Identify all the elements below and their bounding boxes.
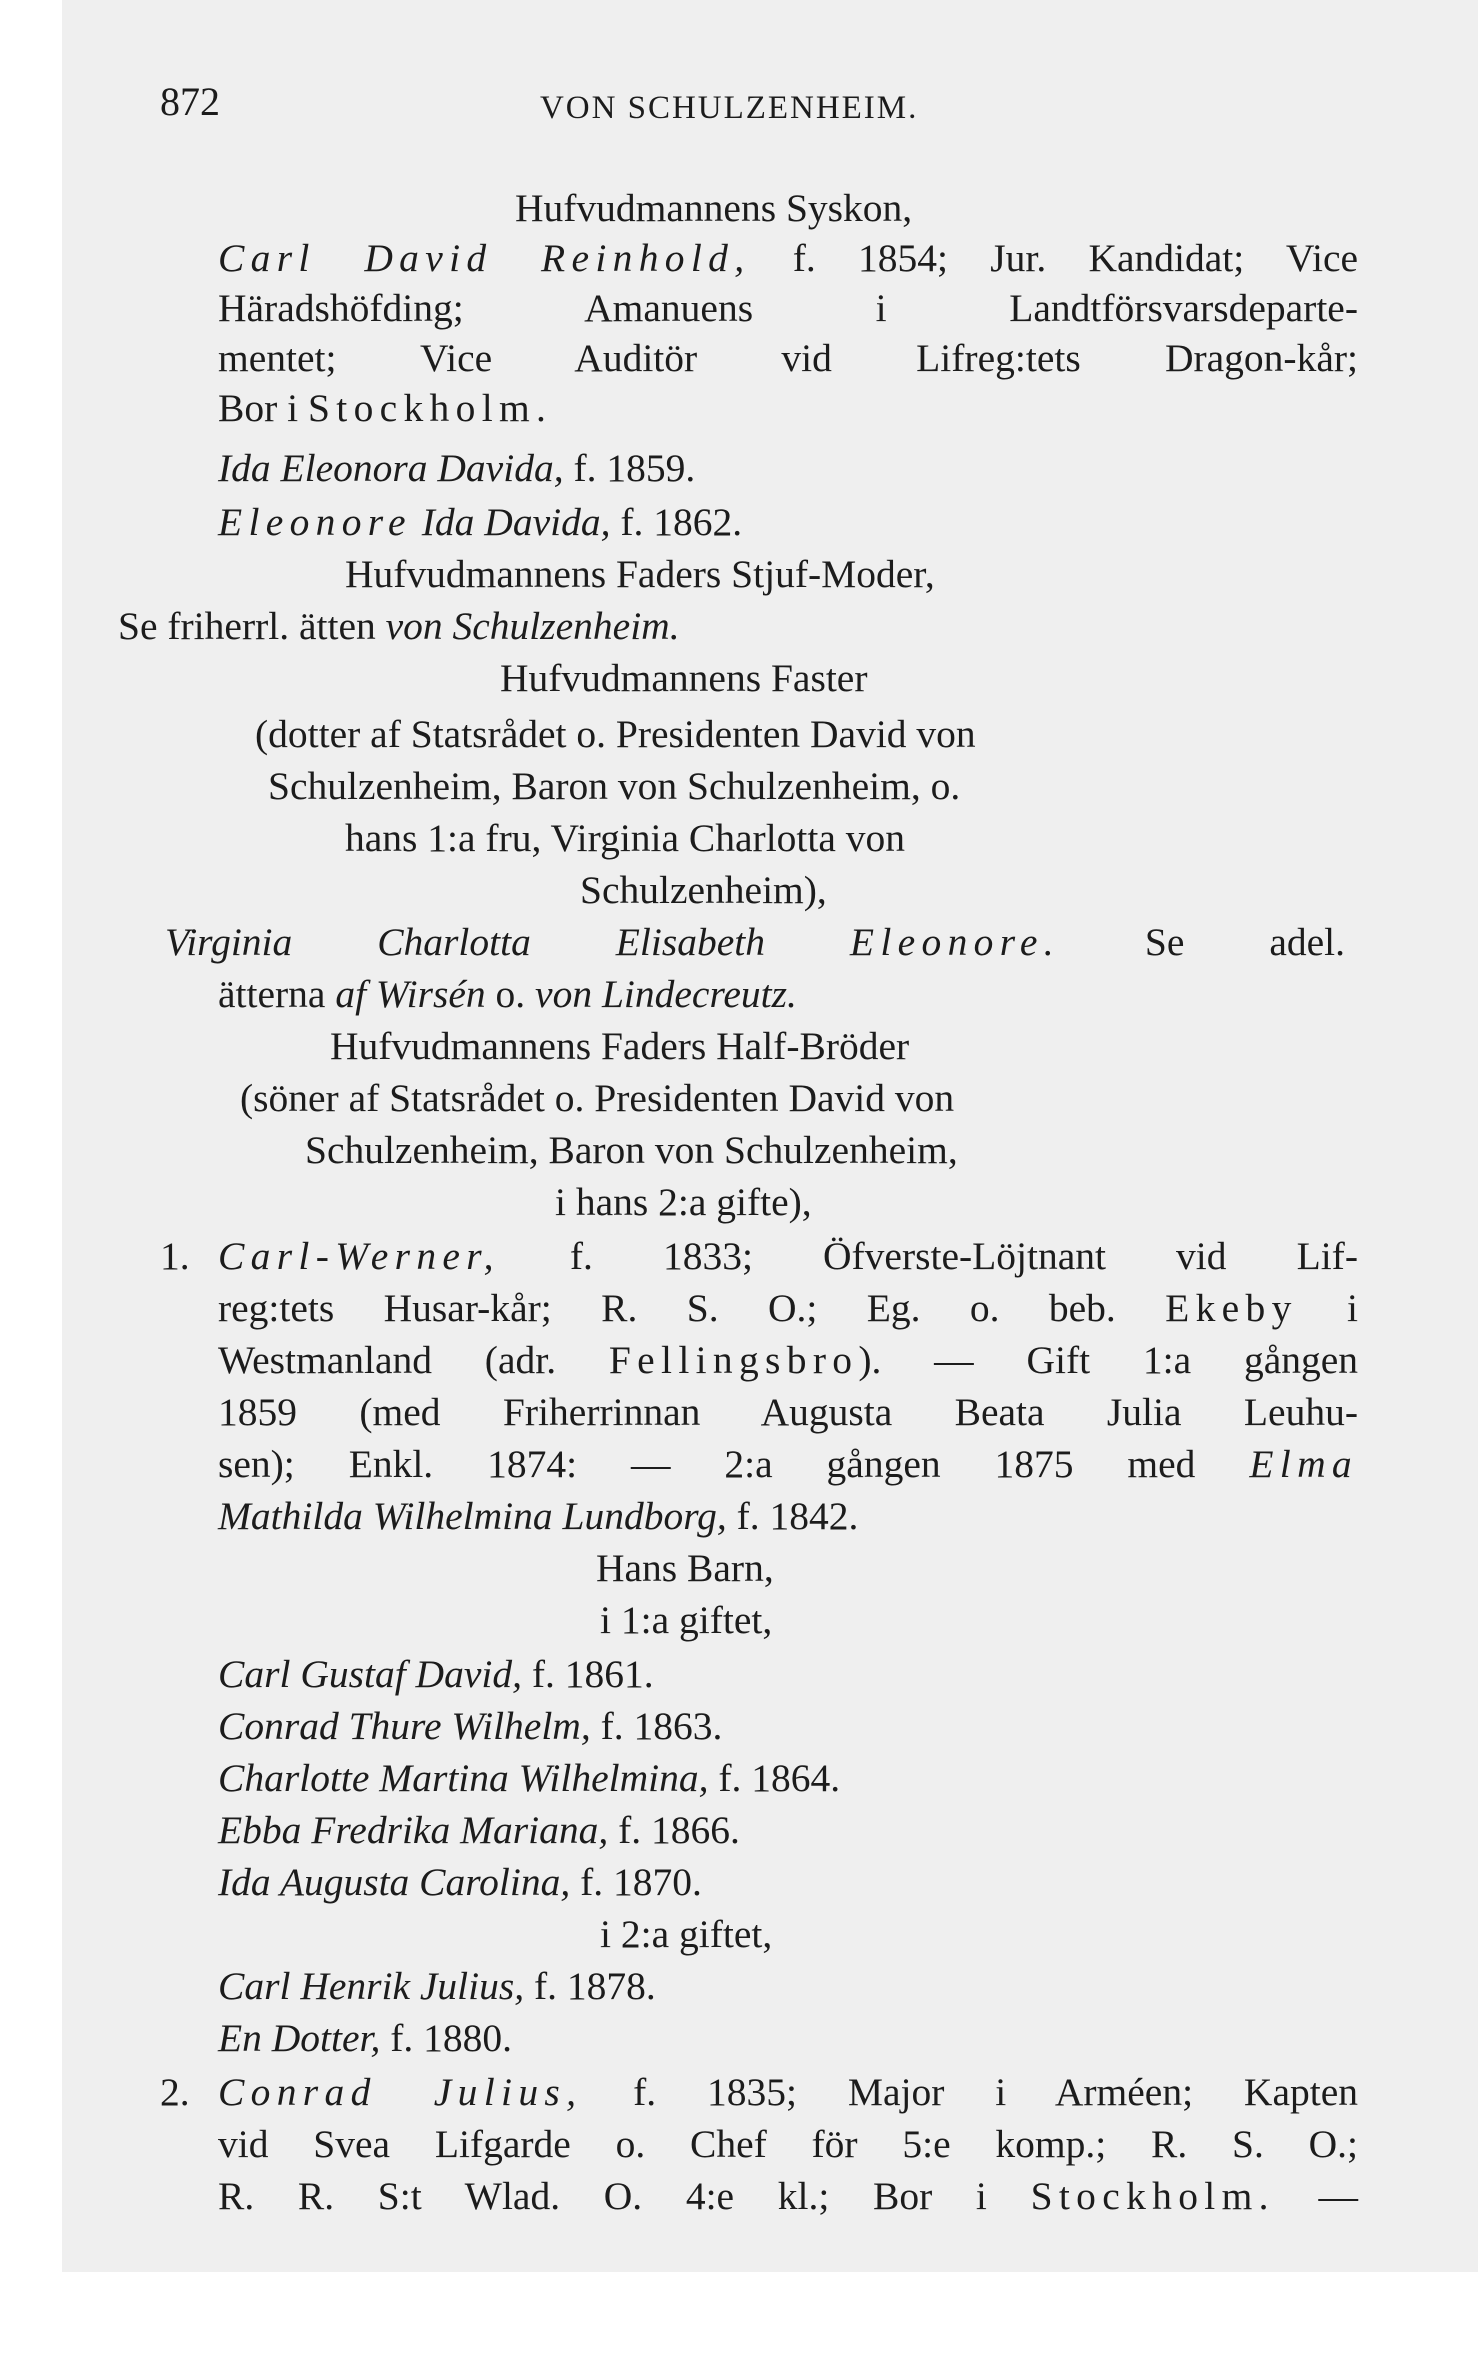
- text-span: Westmanland (adr.: [218, 1338, 609, 1382]
- text-line: Schulzenheim),: [580, 868, 827, 912]
- text-span: f. 1870.: [570, 1860, 702, 1904]
- text-line: hans 1:a fru, Virginia Charlotta von: [345, 816, 906, 860]
- text-span: f. 1861.: [521, 1652, 654, 1696]
- person-name: En Dotter,: [218, 2016, 381, 2060]
- text-span: f. 1863.: [590, 1704, 723, 1748]
- family-name: von Schulzenheim.: [385, 604, 680, 648]
- text-line: vid Svea Lifgarde o. Chef för 5:e komp.; R. S. O.;: [218, 2122, 1358, 2166]
- person-name: Ida Eleonora Davida,: [218, 446, 564, 490]
- text-line: [218, 444, 695, 492]
- person-name: Carl Henrik Julius,: [218, 1964, 525, 2008]
- person-name: Conrad Julius,: [218, 2070, 583, 2114]
- person-name: Conrad Thure Wilhelm,: [218, 1704, 591, 1748]
- text-line: Häradshöfding; Amanuens i Landtförsvarsdeparte-: [218, 286, 1358, 330]
- text-span: f. 1835; Major i Arméen; Kapten: [582, 2070, 1358, 2114]
- text-span: i: [1297, 1286, 1358, 1330]
- text-line: [218, 1754, 840, 1802]
- text-line: [218, 1858, 702, 1906]
- list-number: 1.: [160, 1234, 190, 1278]
- person-name: Eleonore.: [849, 920, 1060, 964]
- text-line: Schulzenheim, Baron von Schulzenheim,: [305, 1128, 958, 1172]
- person-name: Mathilda Wilhelmina Lundborg,: [218, 1494, 727, 1538]
- text-line: [218, 234, 1358, 282]
- text-line: i 1:a giftet,: [600, 1598, 773, 1642]
- text-line: [218, 498, 742, 546]
- text-line: [218, 2068, 1358, 2116]
- place-name: Ekeby: [1165, 1286, 1298, 1330]
- person-name: Eleonore: [218, 500, 412, 544]
- text-span: o.: [485, 972, 536, 1016]
- text-span: ätterna: [218, 972, 336, 1016]
- text-line: [218, 1650, 654, 1698]
- text-line: [218, 1284, 1358, 1332]
- text-line: Schulzenheim, Baron von Schulzenheim, o.: [268, 764, 961, 808]
- running-head: VON SCHULZENHEIM.: [540, 90, 919, 126]
- text-line: (söner af Statsrådet o. Presidenten David von: [240, 1076, 955, 1120]
- list-number: 2.: [160, 2070, 190, 2114]
- text-line: Hans Barn,: [596, 1546, 774, 1590]
- text-line: [165, 918, 1345, 966]
- person-name: Elma: [1249, 1442, 1358, 1486]
- text-line: [218, 2014, 512, 2062]
- place-name: Fellingsbro: [608, 1338, 859, 1382]
- text-span: f. 1862.: [610, 500, 743, 544]
- text-span: R. R. S:t Wlad. O. 4:e kl.; Bor i: [218, 2174, 1031, 2218]
- place-name: Stockholm.: [307, 386, 553, 430]
- person-name: Carl David Reinhold,: [218, 236, 751, 280]
- text-line: Hufvudmannens Syskon,: [515, 186, 913, 230]
- text-span: f. 1880.: [380, 2016, 513, 2060]
- place-name: Stockholm.: [1030, 2174, 1275, 2218]
- person-name: Ebba Fredrika Mariana,: [218, 1808, 609, 1852]
- person-name: Ida Davida,: [411, 500, 611, 544]
- text-span: Se adel.: [1059, 920, 1345, 964]
- text-span: f. 1859.: [563, 446, 696, 490]
- text-line: i hans 2:a gifte),: [555, 1180, 812, 1224]
- person-name: Ida Augusta Carolina,: [218, 1860, 571, 1904]
- text-line: [218, 1492, 858, 1540]
- person-name: Carl Gustaf David,: [218, 1652, 522, 1696]
- person-name: Carl-Werner,: [218, 1234, 500, 1278]
- text-line: mentet; Vice Auditör vid Lifreg:tets Dragon-kår;: [218, 336, 1358, 380]
- text-span: f. 1878.: [524, 1964, 656, 2008]
- text-line: [218, 1806, 740, 1854]
- text-line: Hufvudmannens Faster: [500, 656, 868, 700]
- text-line: Hufvudmannens Faders Half-Bröder: [330, 1024, 910, 1068]
- text-line: (dotter af Statsrådet o. Presidenten David von: [255, 712, 976, 756]
- text-span: reg:tets Husar-kår; R. S. O.; Eg. o. beb.: [218, 1286, 1166, 1330]
- text-line: [218, 1962, 656, 2010]
- person-name: Charlotte Martina Wilhelmina,: [218, 1756, 709, 1800]
- family-name: af Wirsén: [335, 972, 486, 1016]
- text-span: Se friherrl. ätten: [118, 604, 386, 648]
- text-line: Hufvudmannens Faders Stjuf-Moder,: [345, 552, 935, 596]
- text-line: [218, 1336, 1358, 1384]
- text-span: f. 1854; Jur. Kandidat; Vice: [750, 236, 1359, 280]
- text-line: [218, 384, 552, 432]
- text-line: [218, 2172, 1358, 2220]
- text-span: —: [1274, 2174, 1359, 2218]
- text-line: [218, 1440, 1358, 1488]
- text-span: ). — Gift 1:a gången: [858, 1338, 1359, 1382]
- text-span: f. 1833; Öfverste-Löjtnant vid Lif-: [499, 1234, 1358, 1278]
- text-span: f. 1842.: [726, 1494, 859, 1538]
- text-span: f. 1866.: [608, 1808, 740, 1852]
- page-number: 872: [160, 79, 220, 124]
- text-span: Bor i: [218, 386, 308, 430]
- text-span: sen); Enkl. 1874: — 2:a gången 1875 med: [218, 1442, 1250, 1486]
- text-line: [218, 1232, 1358, 1280]
- text-line: [218, 1702, 722, 1750]
- text-line: i 2:a giftet,: [600, 1912, 773, 1956]
- text-line: [118, 602, 680, 650]
- text-line: 1859 (med Friherrinnan Augusta Beata Julia Leuhu-: [218, 1390, 1358, 1434]
- text-span: f. 1864.: [708, 1756, 841, 1800]
- family-name: von Lindecreutz.: [535, 972, 797, 1016]
- text-line: [218, 970, 797, 1018]
- person-name: Virginia Charlotta Elisabeth: [165, 920, 850, 964]
